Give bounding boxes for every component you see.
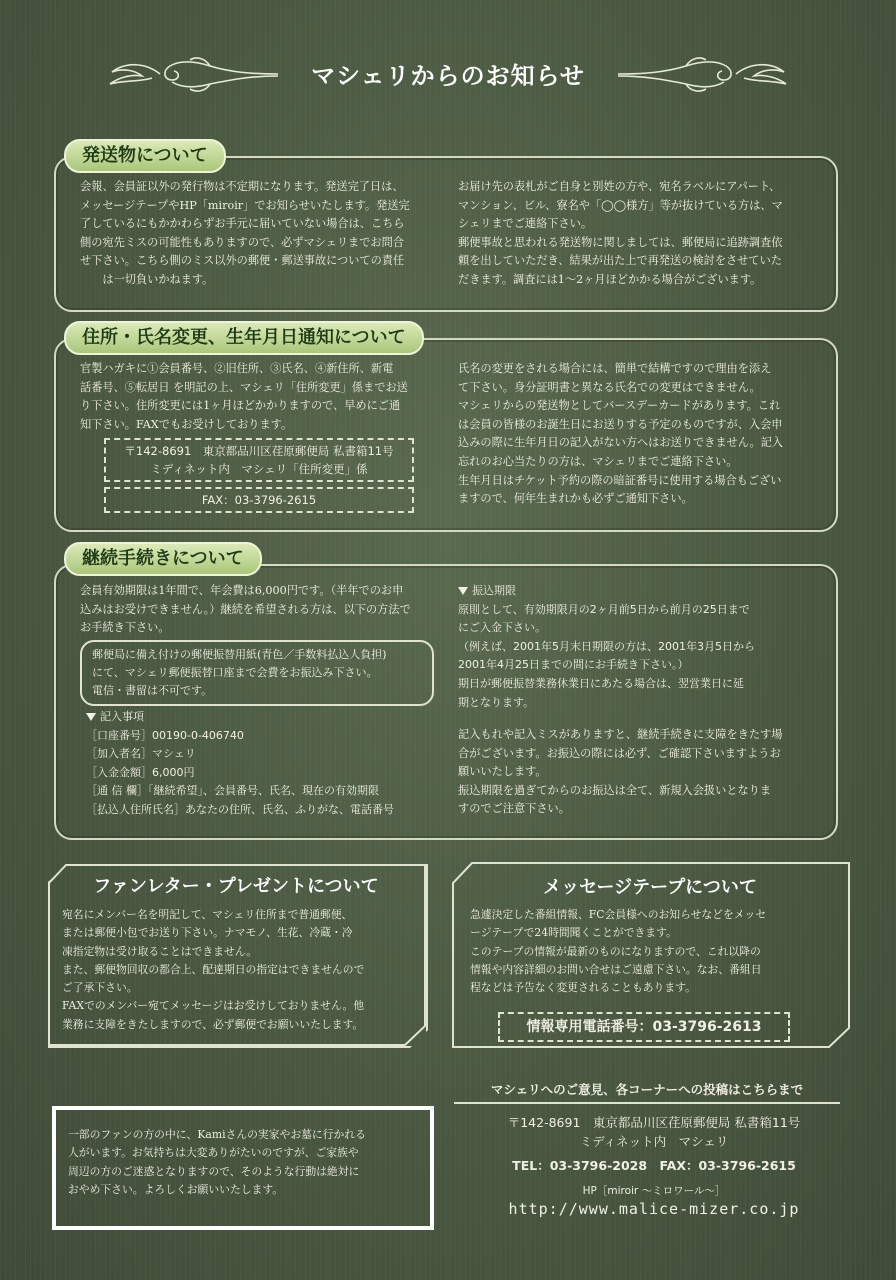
address-change-mailing-address <box>104 438 414 482</box>
text-line: 了しているにもかかわらずお手元に届いていない場合は、こちら <box>80 217 405 231</box>
info-phone-number: 情報専用電話番号：03-3796-2613 <box>498 1012 790 1042</box>
text-line: 2001年4月25日までの間にお手続き下さい。） <box>458 658 689 672</box>
text-line: 記入もれや記入ミスがありますと、継続手続きに支障をきたす場 <box>458 728 783 741</box>
contact-info <box>454 1114 854 1219</box>
text-line: 電信・書留は不可です。 <box>92 684 213 697</box>
text-line: 期となります。 <box>458 695 535 709</box>
down-triangle-icon <box>86 713 96 721</box>
text-line: 頼を出していただき、結果が出た上で再発送の検討をさせていた <box>458 254 782 268</box>
text-line: にて、マシェリ郵便振替口座まで会費をお振込み下さい。 <box>92 666 378 679</box>
text-line: 郵便局に備え付けの郵便振替用紙(青色／手数料払込人負担) <box>92 648 387 661</box>
text-line: マンション、ビル、寮名や「◯◯様方」等が抜けている方は、マ <box>458 198 783 212</box>
text-line: ご了承下さい。 <box>62 981 138 995</box>
text-line: 生年月日はチケット予約の際の暗証番号に使用する場合もござい <box>458 473 782 487</box>
text-line: は会員の皆様のお誕生日にお送りする予定のものですが、入会申 <box>458 417 783 431</box>
family-visit-notice-box <box>52 1106 434 1230</box>
section-address-change-right-text <box>458 360 830 509</box>
text-line: て下さい。身分証明書と異なる氏名での変更はできません。 <box>458 380 761 394</box>
text-line: FAXでのメンバー宛てメッセージはお受けしておりません。他 <box>62 999 364 1013</box>
text-line: 合がございます。お振込の際には必ず、ご確認下さいますようお <box>458 746 781 760</box>
text-line: メッセージテープやHP「miroir」でお知らせいたします。発送完 <box>80 198 410 212</box>
section-fanletter-label: ファンレター・プレゼントについて <box>93 876 379 897</box>
text-line: 情報や内容詳細のお問い合せはご遠慮下さい。なお、番組日 <box>470 962 762 976</box>
text-line: このテープの情報が最新のものになりますので、これ以降の <box>470 944 761 958</box>
section-shipping-label: 発送物について <box>64 139 226 173</box>
section-fanletter-text <box>62 906 422 1034</box>
address-line: 〒142-8691 東京都品川区荏原郵便局 私書箱11号 <box>124 444 394 458</box>
text-line: お届け先の表札がご自身と別姓の方や、宛名ラベルにアパート、 <box>458 180 781 193</box>
text-line: 程などは予告なく変更されることもあります。 <box>470 981 696 995</box>
homepage-url-link[interactable]: http://www.malice-mizer.co.jp <box>508 1200 800 1218</box>
section-shipping-right-text <box>458 178 828 290</box>
text-line: おやめ下さい。よろしくお願いいたします。 <box>68 1183 284 1197</box>
text-line: また、郵便物回収の都合上、配達期日の指定はできませんので <box>62 962 365 976</box>
page-title: マシェリからのお知らせ <box>311 62 585 90</box>
right-flourish-ornament <box>616 52 796 96</box>
entry-item: ［口座番号］00190-0-406740 <box>86 728 244 742</box>
text-line: 期日が郵便振替業務休業日にあたる場合は、翌営業日に延 <box>458 676 744 690</box>
text-line: 郵便事故と思われる発送物に関しましては、郵便局に追跡調査依 <box>458 235 783 249</box>
contact-heading: マシェリへのご意見、各コーナーへの投稿はこちらまで <box>454 1080 840 1104</box>
section-renewal-right-text <box>458 726 830 819</box>
text-line: 忘れのお心当たりの方は、マシェリまでご連絡下さい。 <box>458 454 738 468</box>
text-line: 振込期限を過ぎてからのお振込は全て、新規入会扱いとなりま <box>458 783 772 797</box>
entry-item: ［通 信 欄］「継続希望」、会員番号、氏名、現在の有効期限 <box>86 784 379 797</box>
text-line: 原則として、有効期限月の2ヶ月前5日から前月の25日まで <box>458 602 750 616</box>
text-line: せ下さい。こちら側のミス以外の郵便・郵送事故についての責任 <box>80 254 405 268</box>
renewal-deadline <box>458 582 830 712</box>
text-line: 急遽決定した番組情報、FC会員様へのお知らせなどをメッセ <box>470 908 767 921</box>
entry-items-title-text: 記入事項 <box>100 710 144 723</box>
down-triangle-icon <box>458 587 468 595</box>
text-line: 込みはお受けできません。）継続を希望される方は、以下の方法で <box>80 602 411 616</box>
text-line: だきます。調査には1〜2ヶ月ほどかかる場合がございます。 <box>458 272 762 286</box>
renewal-payment-method-box <box>80 640 434 706</box>
address-line: ミディネット内 マシェリ「住所変更」係 <box>150 462 368 476</box>
section-shipping-left-text <box>80 178 450 290</box>
contact-tel-fax: TEL：03-3796-2028 FAX：03-3796-2615 <box>512 1158 796 1173</box>
text-line: 会員有効期限は1年間で、年会費は6,000円です。（半年でのお申 <box>80 584 404 597</box>
text-line: は一切負いかねます。 <box>102 272 214 286</box>
text-line: または郵便小包でお送り下さい。ナマモノ、生花、冷蔵・冷 <box>62 926 353 940</box>
text-line: 官製ハガキに①会員番号、②旧住所、③氏名、④新住所、新電 <box>80 362 394 375</box>
text-line: 一部のファンの方の中に、Kamiさんの実家やお墓に行かれる <box>68 1128 366 1141</box>
text-line: り下さい。住所変更には1ヶ月ほどかかりますので、早めにご通 <box>80 399 401 413</box>
text-line: 知下さい。FAXでもお受けしております。 <box>80 417 293 431</box>
contact-hp-label: HP［miroir 〜ミロワール〜］ <box>582 1184 726 1197</box>
contact-address-line: 〒142-8691 東京都品川区荏原郵便局 私書箱11号 <box>507 1115 801 1130</box>
text-line: ますので、何年生まれかも必ずご通知下さい。 <box>458 492 693 506</box>
entry-item: ［入金金額］6,000円 <box>86 765 195 779</box>
address-change-fax: FAX：03-3796-2615 <box>104 487 414 513</box>
text-line: 宛名にメンバー名を明記して、マシェリ住所まで普通郵便、 <box>62 908 353 921</box>
entry-item: ［払込人住所氏名］あなたの住所、氏名、ふりがな、電話番号 <box>86 802 394 816</box>
notice-text <box>68 1126 418 1200</box>
section-address-change-label: 住所・氏名変更、生年月日通知について <box>64 321 424 355</box>
text-line: 込みの際に生年月日の記入がない方へはお送りできません。記入 <box>458 436 784 450</box>
text-line: ージテープで24時間聞くことができます。 <box>470 926 677 940</box>
deadline-title-text: 振込期限 <box>472 584 516 597</box>
text-line: お手続き下さい。 <box>80 621 170 635</box>
text-line: 氏名の変更をされる場合には、簡単で結構ですので理由を添え <box>458 362 772 375</box>
text-line: 願いいたします。 <box>458 765 547 779</box>
entry-items-title <box>86 708 446 727</box>
text-line: 業務に支障をきたしますので、必ず郵便でお願いいたします。 <box>62 1017 364 1031</box>
deadline-title <box>458 582 830 601</box>
section-messagetape-text <box>470 906 842 997</box>
text-line: （例えば、2001年5月末日期限の方は、2001年3月5日から <box>458 639 755 653</box>
section-messagetape-label: メッセージテープについて <box>543 877 757 898</box>
contact-address-line: ミディネット内 マシェリ <box>579 1133 729 1149</box>
text-line: マシェリからの発送物としてバースデーカードがあります。これ <box>458 399 781 413</box>
text-line: 人がいます。お気持ちは大変ありがたいのですが、ご家族や <box>68 1146 359 1160</box>
text-line: 周辺の方のご迷惑となりますので、そのような行動は絶対に <box>68 1164 360 1178</box>
text-line: すのでご注意下さい。 <box>458 802 570 816</box>
entry-item: ［加入者名］マシェリ <box>86 747 196 760</box>
text-line: 会報、会員証以外の発行物は不定期になります。発送完了日は、 <box>80 180 404 193</box>
text-line: 凍指定物は受け取ることはできません。 <box>62 944 257 958</box>
text-line: にご入金下さい。 <box>458 621 546 635</box>
section-renewal-left-text <box>80 582 450 638</box>
section-address-change-left-text <box>80 360 450 434</box>
text-line: 話番号、⑤転居日 を明記の上、マシェリ「住所変更」係までお送 <box>80 380 408 394</box>
section-renewal-label: 継続手続きについて <box>64 542 262 576</box>
text-line: 側の宛先ミスの可能性もありますので、必ずマシェリまでお問合 <box>80 235 404 249</box>
text-line: シェリまでご連絡下さい。 <box>458 217 593 231</box>
renewal-entry-items <box>86 708 446 819</box>
